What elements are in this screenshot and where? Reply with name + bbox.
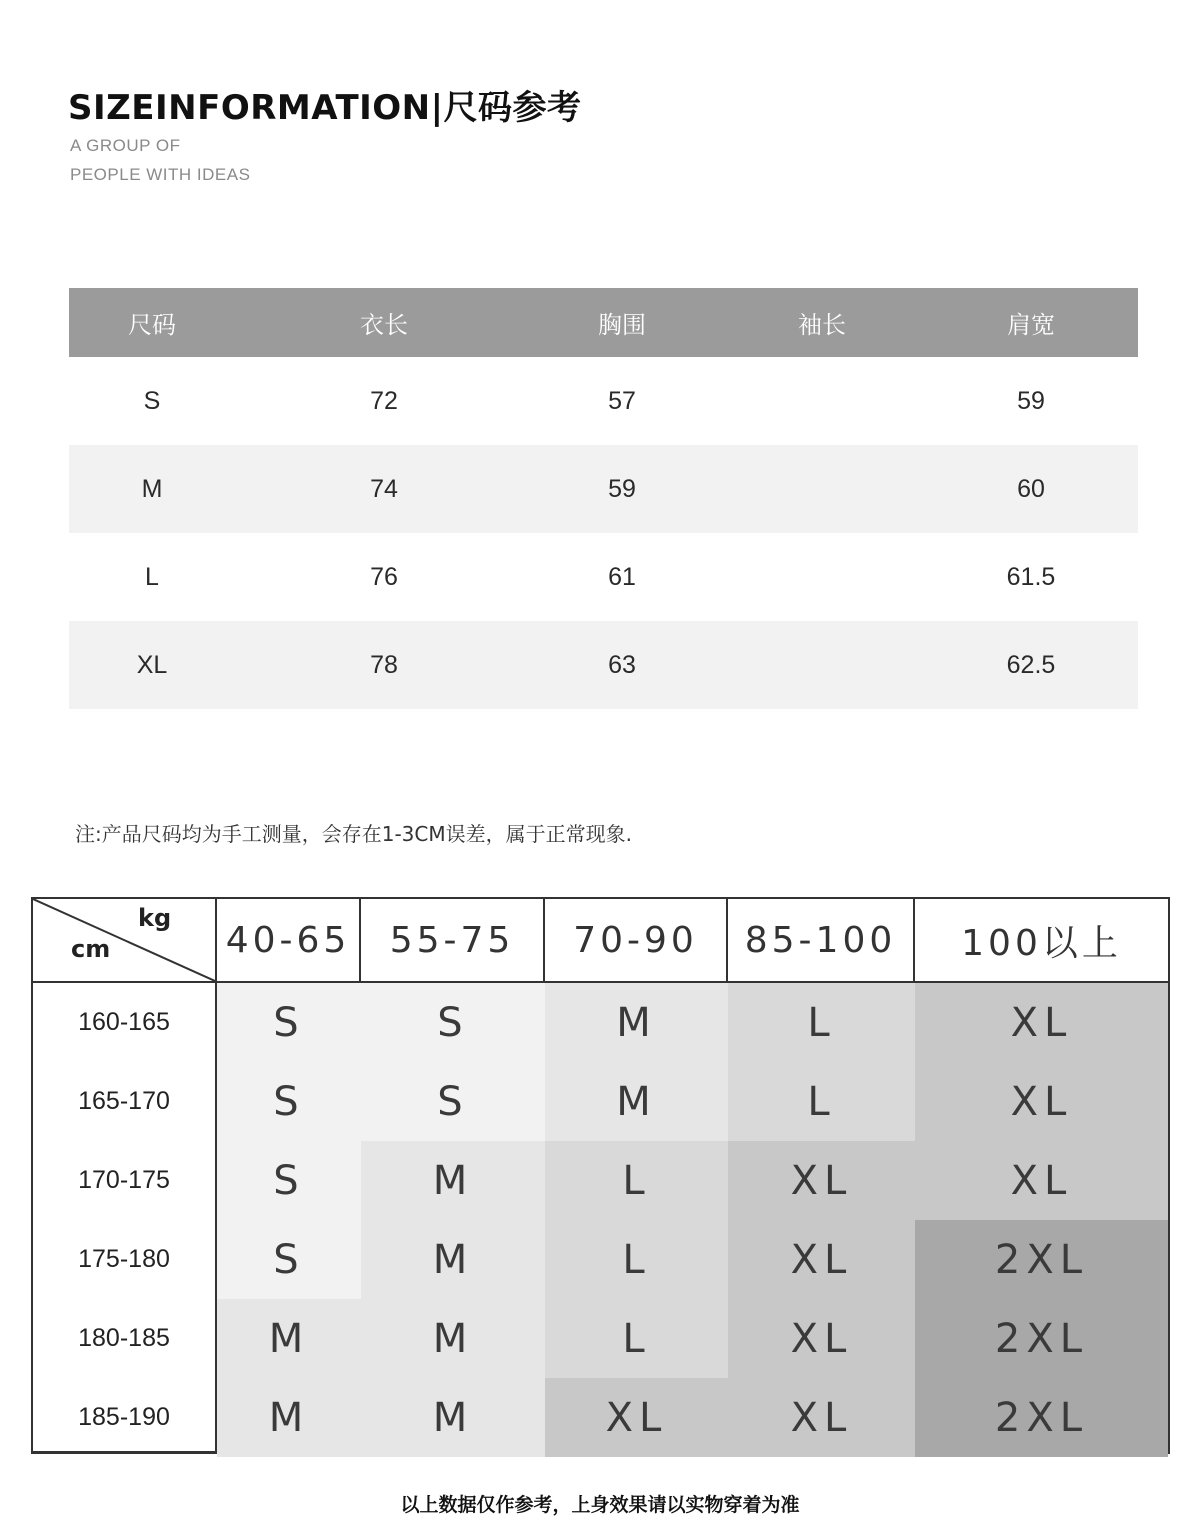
cell-chest: 57 bbox=[608, 386, 636, 415]
cell-chest: 61 bbox=[608, 562, 636, 591]
header-length: 衣长 bbox=[360, 311, 408, 339]
height-row-label: 185-190 bbox=[78, 1403, 170, 1431]
cell-size: XL bbox=[136, 650, 168, 679]
size-cell: XL bbox=[915, 1141, 1168, 1220]
size-cell: XL bbox=[728, 1378, 915, 1457]
table-row bbox=[69, 533, 1138, 621]
size-cell: M bbox=[361, 1220, 545, 1299]
size-cell: M bbox=[361, 1378, 545, 1457]
size-cell: S bbox=[361, 983, 545, 1062]
header-sleeve: 袖长 bbox=[798, 311, 846, 339]
measurement-table bbox=[69, 288, 1138, 709]
size-cell: XL bbox=[915, 983, 1168, 1062]
height-row-label: 180-185 bbox=[78, 1324, 170, 1352]
weight-header: 70-90 bbox=[545, 899, 728, 981]
size-cell: M bbox=[217, 1299, 361, 1378]
cell-shoulder: 59 bbox=[1017, 386, 1045, 415]
cell-shoulder: 60 bbox=[1017, 474, 1045, 503]
page-title: SIZEINFORMATION|尺码参考 bbox=[68, 88, 582, 128]
size-cell: S bbox=[361, 1062, 545, 1141]
subtitle-line-2: PEOPLE WITH IDEAS bbox=[70, 165, 251, 184]
size-cell: M bbox=[361, 1141, 545, 1220]
size-cell: M bbox=[545, 983, 728, 1062]
size-cell: XL bbox=[728, 1220, 915, 1299]
size-cell: S bbox=[217, 983, 361, 1062]
cell-size: M bbox=[141, 474, 163, 503]
cell-length: 78 bbox=[370, 650, 398, 679]
size-cell: L bbox=[545, 1220, 728, 1299]
size-cell: XL bbox=[728, 1299, 915, 1378]
size-cell: XL bbox=[545, 1378, 728, 1457]
cell-shoulder: 61.5 bbox=[1006, 562, 1056, 591]
cell-length: 74 bbox=[370, 474, 398, 503]
weight-header: 100以上 bbox=[961, 922, 1122, 964]
cell-chest: 63 bbox=[608, 650, 636, 679]
cell-chest: 59 bbox=[608, 474, 636, 503]
size-cell: L bbox=[728, 983, 915, 1062]
footer-disclaimer: 以上数据仅作参考，上身效果请以实物穿着为准 bbox=[400, 1494, 800, 1516]
cell-size: S bbox=[143, 386, 161, 415]
size-cell: S bbox=[217, 1220, 361, 1299]
height-row-label: 170-175 bbox=[78, 1166, 170, 1194]
cell-shoulder: 62.5 bbox=[1006, 650, 1056, 679]
size-cell: M bbox=[545, 1062, 728, 1141]
size-cell: M bbox=[217, 1378, 361, 1457]
height-row-label: 165-170 bbox=[78, 1087, 170, 1115]
size-cell: M bbox=[361, 1299, 545, 1378]
weight-header: 40-65 bbox=[215, 899, 361, 981]
size-cell: L bbox=[728, 1062, 915, 1141]
table-row bbox=[69, 621, 1138, 709]
height-row-label: 175-180 bbox=[78, 1245, 170, 1273]
cell-length: 76 bbox=[370, 562, 398, 591]
size-cell: S bbox=[217, 1062, 361, 1141]
subtitle-line-1: A GROUP OF bbox=[70, 136, 181, 155]
height-row-label: 160-165 bbox=[78, 1008, 170, 1036]
header-chest: 胸围 bbox=[598, 311, 646, 339]
table-row bbox=[69, 357, 1138, 445]
corner-cm-label: cm bbox=[71, 935, 111, 963]
weight-header: 85-100 bbox=[728, 899, 915, 981]
table-row bbox=[69, 445, 1138, 533]
corner-kg-label: kg bbox=[138, 904, 172, 932]
diagonal-line bbox=[33, 899, 215, 981]
size-cell: 2XL bbox=[915, 1378, 1168, 1457]
size-cell: XL bbox=[915, 1062, 1168, 1141]
size-cell: L bbox=[545, 1299, 728, 1378]
size-cell: L bbox=[545, 1141, 728, 1220]
size-cell: S bbox=[217, 1141, 361, 1220]
header-shoulder: 肩宽 bbox=[1007, 311, 1055, 339]
size-recommendation-chart bbox=[31, 897, 1170, 1454]
measurement-note: 注:产品尺码均为手工测量，会存在1-3CM误差，属于正常现象. bbox=[75, 822, 632, 846]
header-size: 尺码 bbox=[128, 311, 176, 339]
size-cell: 2XL bbox=[915, 1299, 1168, 1378]
corner-cell bbox=[33, 899, 215, 981]
size-cell: XL bbox=[728, 1141, 915, 1220]
cell-size: L bbox=[145, 562, 159, 591]
size-cell: 2XL bbox=[915, 1220, 1168, 1299]
weight-header: 55-75 bbox=[361, 899, 545, 981]
measurement-table-header bbox=[69, 288, 1138, 357]
cell-length: 72 bbox=[370, 386, 398, 415]
